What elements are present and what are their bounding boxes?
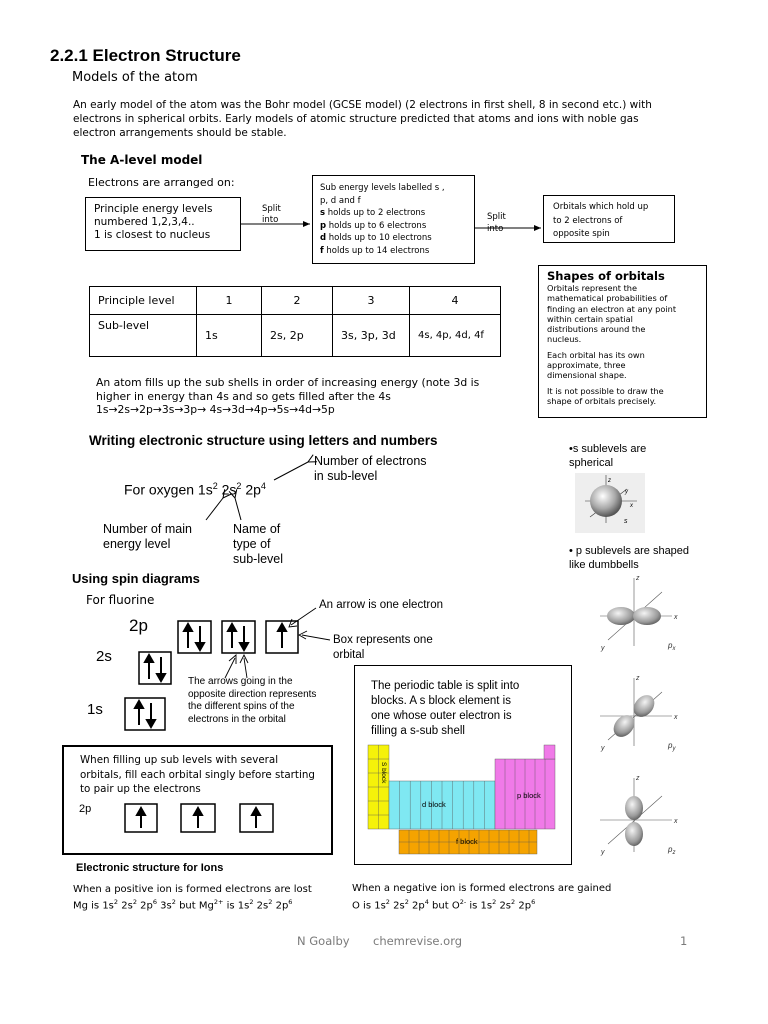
f-text: holds up to 14 electrons xyxy=(323,245,430,256)
formula-part: O is 1s xyxy=(352,899,386,911)
table-cell: 4s, 4p, 4d, 4f xyxy=(410,315,501,357)
formula-part: 2p xyxy=(515,899,532,911)
ion-line: When a positive ion is formed electrons are lost xyxy=(73,884,312,895)
label-line: sub-level xyxy=(233,552,284,566)
arrow-note: An arrow is one electron xyxy=(319,599,444,611)
orbital-letter: p xyxy=(668,845,673,854)
formula-sup: 6 xyxy=(152,898,157,906)
electrons-arrow xyxy=(274,462,308,480)
f-block-label: f block xyxy=(456,837,478,846)
axis-label: x xyxy=(674,614,678,621)
box-line: p, d and f xyxy=(320,195,361,206)
note-line: orbital xyxy=(333,649,365,661)
axis-label: s xyxy=(624,518,628,525)
orbital-box-1s xyxy=(125,698,165,730)
shapes-line: Each orbital has its own xyxy=(547,349,645,360)
f-letter: f xyxy=(320,245,324,256)
label-line: energy level xyxy=(103,537,171,551)
orbital-box-2p-2 xyxy=(222,621,255,653)
shapes-line: finding an electron at any point xyxy=(547,303,677,314)
text-line: to pair up the electrons xyxy=(80,783,201,795)
formula-part: is 1s xyxy=(466,899,493,911)
positive-ion-text xyxy=(73,883,312,912)
label-2s: 2s xyxy=(96,648,112,665)
orbital-letter: p xyxy=(668,741,673,750)
note-line: electrons in the orbital xyxy=(188,713,286,725)
table-cell: Principle level xyxy=(90,287,197,315)
config-sup: 4 xyxy=(260,481,266,491)
p-text: holds up to 6 electrons xyxy=(326,220,427,231)
text-line: When filling up sub levels with several xyxy=(80,754,279,766)
table-cell: 2s, 2p xyxy=(262,315,333,357)
formula-sup: 2 xyxy=(268,898,273,906)
box-line: numbered 1,2,3,4.. xyxy=(94,216,195,228)
orbital-box-2s xyxy=(139,652,171,684)
periodic-table-text xyxy=(371,679,519,739)
ion-line: When a negative ion is formed electrons are gained xyxy=(352,883,612,894)
s-text: holds up to 2 electrons xyxy=(325,208,426,218)
label-2p: 2p xyxy=(129,616,148,635)
label-line: Name of xyxy=(233,522,281,536)
footer-author: N Goalby xyxy=(297,934,350,948)
mg-config xyxy=(73,896,312,912)
filling-2p-label: 2p xyxy=(79,803,92,815)
axis-label: y xyxy=(601,849,605,856)
text-line: one whose outer electron is xyxy=(371,710,512,722)
formula-sup: 4 xyxy=(424,897,429,906)
split-word: into xyxy=(262,215,279,225)
s-block-label: S block xyxy=(380,762,387,784)
writing-heading: Writing electronic structure using letters and numbers xyxy=(89,433,438,448)
ions-heading: Electronic structure for Ions xyxy=(76,862,224,874)
label-line: Number of main xyxy=(103,522,192,536)
s-sublevel-text xyxy=(569,442,646,470)
p-sublevel-text xyxy=(569,544,689,572)
s-orbital-sphere xyxy=(575,473,645,533)
formula-sup: 2 xyxy=(385,897,390,906)
table-cell: 3 xyxy=(333,287,410,315)
p-block-label: p block xyxy=(517,791,541,800)
label-line: type of xyxy=(233,537,271,551)
formula-sup: 2+ xyxy=(213,898,224,906)
formula-sup: 2 xyxy=(511,897,516,906)
note-line: opposite direction represents xyxy=(188,688,317,700)
shapes-line: distributions around the xyxy=(547,324,646,335)
axis-label: z xyxy=(636,775,640,782)
page-title: 2.2.1 Electron Structure xyxy=(50,46,241,65)
formula-sup: 2 xyxy=(492,897,497,906)
formula-part: is 1s xyxy=(223,900,250,912)
split-word: into xyxy=(487,224,504,234)
sublevel-arrow xyxy=(235,498,241,520)
for-fluorine-label: For fluorine xyxy=(86,593,155,607)
label-line: Number of electrons xyxy=(314,454,427,468)
orbital-box-2p-1 xyxy=(178,621,211,653)
axis-label: z xyxy=(636,575,640,582)
formula-part: but Mg xyxy=(175,900,214,912)
text-line: The periodic table is split into xyxy=(371,680,520,692)
formula-part: 2p xyxy=(272,900,289,912)
formula-part: 2p xyxy=(136,900,153,912)
box-line: to 2 electrons of xyxy=(553,215,623,226)
split-word: Split xyxy=(487,212,506,222)
config-text: For oxygen 1s xyxy=(124,481,213,498)
orbital-subscript: z xyxy=(672,850,676,856)
shapes-line: Orbitals represent the xyxy=(547,283,638,293)
intro-line: electrons in spherical orbits. Early models of atomic structure predicted that atoms and ions with noble gas xyxy=(73,113,639,125)
shapes-line: nucleus. xyxy=(547,334,582,345)
formula-part: 2p xyxy=(408,899,425,911)
text-line: spherical xyxy=(569,457,614,469)
shapes-line: mathematical probabilities of xyxy=(547,293,668,304)
formula-sup: 6 xyxy=(531,897,536,906)
config-sup: 2 xyxy=(236,481,242,491)
text-line: blocks. A s block element is xyxy=(371,695,511,707)
table-row xyxy=(90,315,501,357)
config-sup: 2 xyxy=(212,481,218,491)
d-letter: d xyxy=(320,233,327,243)
axis-label: z xyxy=(608,478,611,484)
shapes-heading: Shapes of orbitals xyxy=(547,269,665,283)
formula-sup: 6 xyxy=(288,898,293,906)
fills-sequence: 1s→2s→2p→3s→3p→ 4s→3d→4p→5s→4d→5p xyxy=(96,403,335,416)
fills-line: An atom fills up the sub shells in order of increasing energy (note 3d is xyxy=(96,376,480,389)
axis-label: x xyxy=(630,503,633,509)
note-line: Box represents one xyxy=(333,634,433,646)
table-cell: 3s, 3p, 3d xyxy=(333,315,410,357)
box-line: Sub energy levels labelled s , xyxy=(320,183,445,193)
formula-sup: 2 xyxy=(132,898,137,906)
fills-line: higher in energy than 4s and so gets filled after the 4s xyxy=(96,389,391,403)
shapes-line: shape of orbitals precisely. xyxy=(547,395,657,406)
text-line: like dumbbells xyxy=(569,559,639,571)
main-level-arrow xyxy=(206,498,223,520)
box-line: Principle energy levels xyxy=(94,203,213,215)
axis-label: y xyxy=(601,645,605,652)
principle-level-table xyxy=(89,286,501,357)
axis-label: z xyxy=(636,675,640,682)
shapes-line: approximate, three xyxy=(547,360,626,371)
table-cell: 1s xyxy=(197,315,262,357)
formula-sup: 2 xyxy=(113,898,119,906)
filling-2p-boxes xyxy=(120,800,280,840)
table-row xyxy=(90,287,501,315)
text-line: • p sublevels are shaped xyxy=(569,545,690,557)
p-letter: p xyxy=(320,220,327,231)
axis-label: x xyxy=(674,714,678,721)
note-line: The arrows going in the xyxy=(188,676,293,687)
periodic-table-diagram xyxy=(354,740,572,865)
d-text: holds up to 10 electrons xyxy=(326,233,432,243)
formula-sup: 2- xyxy=(459,897,467,906)
intro-line: An early model of the atom was the Bohr model (GCSE model) (2 electrons in first shell, 8 in second etc.) with xyxy=(73,99,652,111)
formula-sup: 2 xyxy=(171,898,176,906)
arranged-label: Electrons are arranged on: xyxy=(88,176,235,189)
shapes-line: within certain spatial xyxy=(547,313,633,324)
footer-site: chemrevise.org xyxy=(373,934,463,948)
d-block-label: d block xyxy=(422,800,446,809)
formula-sup: 2 xyxy=(404,897,409,906)
box-line: opposite spin xyxy=(553,229,610,239)
split-word: Split xyxy=(262,204,281,214)
formula-part: 2s xyxy=(389,899,405,911)
table-cell: Sub-level xyxy=(90,315,197,357)
filling-rule-text xyxy=(80,753,315,797)
box-line: Orbitals which hold up xyxy=(553,202,649,212)
box-line: 1 is closest to nucleus xyxy=(94,229,211,241)
formula-part: but O xyxy=(428,899,460,911)
orbital-subscript: x xyxy=(672,646,676,652)
intro-line: electron arrangements should be stable. xyxy=(73,127,287,139)
spin-heading: Using spin diagrams xyxy=(72,571,200,586)
axis-label: x xyxy=(674,818,678,825)
formula-part: 2s xyxy=(118,900,133,912)
formula-part: 2s xyxy=(496,899,512,911)
section-subtitle: Models of the atom xyxy=(72,70,198,85)
table-cell: 2 xyxy=(262,287,333,315)
o-config xyxy=(352,896,611,913)
axis-label: y xyxy=(625,489,628,495)
formula-sup: 2 xyxy=(249,898,254,906)
filling-order-text xyxy=(96,376,479,417)
alevel-heading: The A-level model xyxy=(81,153,203,167)
split-arrows xyxy=(0,0,768,270)
pz-orbital xyxy=(590,772,685,860)
footer-page-number: 1 xyxy=(680,934,688,948)
shapes-line: It is not possible to draw the xyxy=(547,385,664,396)
axis-label: y xyxy=(601,745,605,752)
annotation-arrows xyxy=(0,440,560,540)
table-cell: 1 xyxy=(197,287,262,315)
config-text: 2s xyxy=(217,481,237,498)
formula-part: 3s xyxy=(156,900,172,912)
note-line: the different spins of the xyxy=(188,701,295,712)
label-1s: 1s xyxy=(87,701,103,718)
formula-part: Mg is 1s xyxy=(73,900,114,912)
s-letter: s xyxy=(320,208,326,218)
orbital-letter: p xyxy=(668,641,673,650)
negative-ion-text xyxy=(352,882,611,912)
shapes-line: dimensional shape. xyxy=(547,370,627,381)
text-line: orbitals, fill each orbital singly before starting xyxy=(80,768,315,781)
shapes-of-orbitals-box xyxy=(538,265,707,418)
text-line: •s sublevels are xyxy=(569,443,647,455)
orbital-subscript: y xyxy=(672,746,676,752)
formula-part: 2s xyxy=(253,900,269,912)
text-line: filling a s-sub shell xyxy=(371,725,465,737)
orbital-name xyxy=(667,845,675,856)
table-cell: 4 xyxy=(410,287,501,315)
label-line: in sub-level xyxy=(314,469,378,483)
config-text: 2p xyxy=(241,481,261,498)
sphere-shape xyxy=(590,485,622,517)
